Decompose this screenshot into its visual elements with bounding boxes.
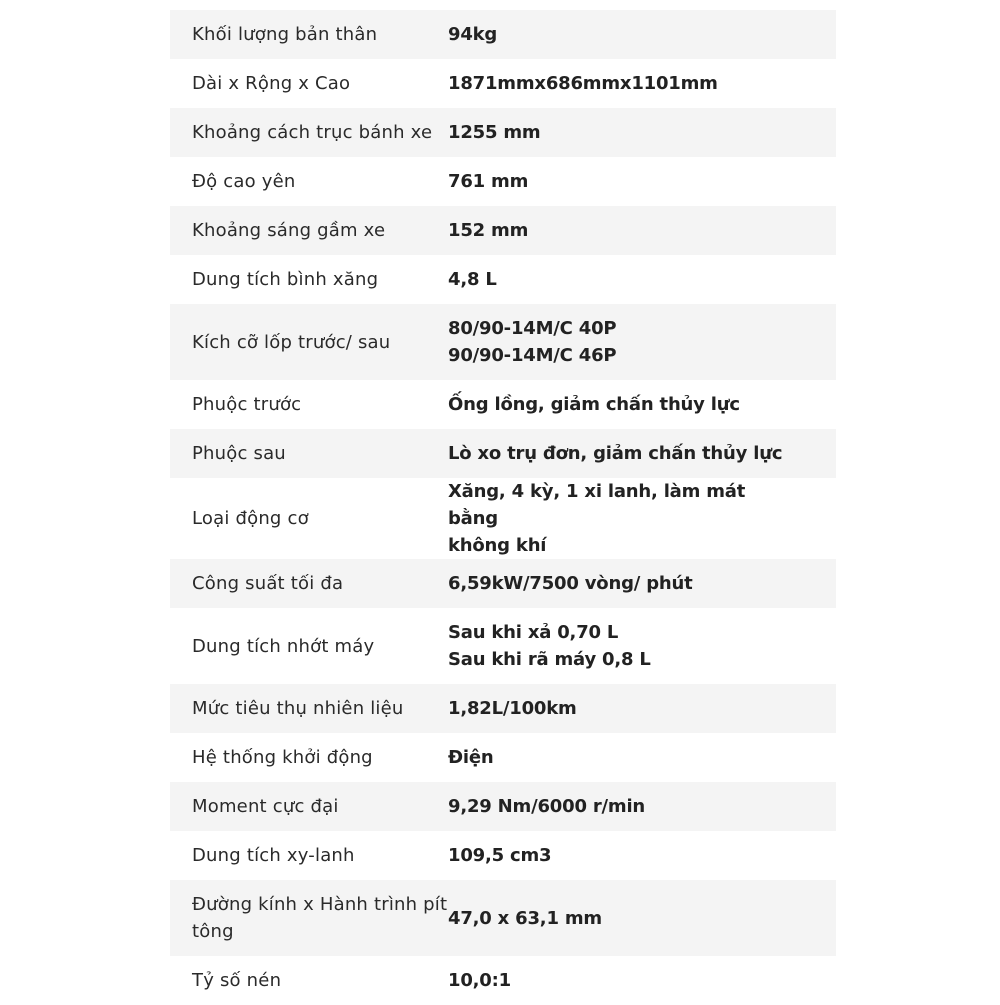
spec-value-line: Điện <box>448 747 494 768</box>
spec-row-weight <box>170 10 836 59</box>
spec-row-starter-system <box>170 733 836 782</box>
spec-value <box>448 619 836 673</box>
spec-value <box>448 168 836 195</box>
spec-value <box>448 217 836 244</box>
spec-row-fuel-consumption <box>170 684 836 733</box>
spec-value-line: 80/90-14M/C 40P <box>448 318 617 339</box>
spec-label: Khối lượng bản thân <box>192 24 378 45</box>
spec-value <box>448 70 836 97</box>
spec-value <box>448 842 836 869</box>
spec-row-wheelbase <box>170 108 836 157</box>
spec-label: Dung tích bình xăng <box>192 269 379 290</box>
spec-value <box>448 391 836 418</box>
spec-row-front-suspension <box>170 380 836 429</box>
spec-label: Hệ thống khởi động <box>192 747 373 768</box>
spec-value-line: Lò xo trụ đơn, giảm chấn thủy lực <box>448 443 783 464</box>
spec-row-seat-height <box>170 157 836 206</box>
spec-value <box>448 440 836 467</box>
spec-value <box>448 315 836 369</box>
spec-label: Đường kính x Hành trình pít tông <box>192 894 448 942</box>
spec-label: Phuộc trước <box>192 394 302 415</box>
spec-value <box>448 478 836 559</box>
spec-label: Mức tiêu thụ nhiên liệu <box>192 698 404 719</box>
spec-value-line: Sau khi xả 0,70 L <box>448 622 619 643</box>
spec-label: Công suất tối đa <box>192 573 344 594</box>
spec-value-line: 4,8 L <box>448 269 497 290</box>
spec-row-dimensions <box>170 59 836 108</box>
spec-value <box>448 967 836 994</box>
spec-value-line: Ống lồng, giảm chấn thủy lực <box>448 394 740 415</box>
spec-label: Tỷ số nén <box>192 970 282 991</box>
spec-label: Dung tích nhớt máy <box>192 635 375 657</box>
spec-label: Kích cỡ lốp trước/ sau <box>192 331 391 353</box>
spec-value-line: 9,29 Nm/6000 r/min <box>448 796 646 817</box>
spec-value-line: 10,0:1 <box>448 970 511 991</box>
spec-value-line: 761 mm <box>448 171 529 192</box>
spec-value-line: Sau khi rã máy 0,8 L <box>448 649 651 670</box>
spec-row-rear-suspension <box>170 429 836 478</box>
spec-value-line: 6,59kW/7500 vòng/ phút <box>448 573 693 594</box>
spec-row-bore-stroke <box>170 880 836 956</box>
spec-label: Dài x Rộng x Cao <box>192 73 351 94</box>
spec-label: Khoảng cách trục bánh xe <box>192 122 433 143</box>
spec-row-oil-capacity <box>170 608 836 684</box>
spec-row-displacement <box>170 831 836 880</box>
spec-row-tire-size <box>170 304 836 380</box>
spec-row-engine-type <box>170 478 836 559</box>
spec-value-line: 1255 mm <box>448 122 541 143</box>
spec-label: Khoảng sáng gầm xe <box>192 220 386 241</box>
spec-label: Dung tích xy-lanh <box>192 845 355 866</box>
spec-label: Độ cao yên <box>192 171 296 192</box>
spec-row-compression-ratio <box>170 956 836 1005</box>
spec-row-max-power <box>170 559 836 608</box>
spec-value <box>448 119 836 146</box>
spec-value-line: 47,0 x 63,1 mm <box>448 907 602 929</box>
spec-value <box>448 744 836 771</box>
spec-value-line: 94kg <box>448 24 498 45</box>
spec-value-line: 90/90-14M/C 46P <box>448 345 617 366</box>
spec-value-line: 1,82L/100km <box>448 698 577 719</box>
spec-value-line: không khí <box>448 535 547 556</box>
spec-label: Phuộc sau <box>192 443 286 464</box>
spec-value <box>448 21 836 48</box>
spec-value <box>448 570 836 597</box>
spec-value <box>448 793 836 820</box>
spec-label: Loại động cơ <box>192 508 309 529</box>
spec-value-line: Xăng, 4 kỳ, 1 xi lanh, làm mát bằng <box>448 481 746 529</box>
spec-value-line: 152 mm <box>448 220 529 241</box>
spec-label: Moment cực đại <box>192 796 339 817</box>
spec-row-max-torque <box>170 782 836 831</box>
spec-row-ground-clearance <box>170 206 836 255</box>
spec-value <box>448 905 836 932</box>
spec-value <box>448 695 836 722</box>
spec-table <box>170 10 836 1005</box>
spec-value-line: 1871mmx686mmx1101mm <box>448 73 718 94</box>
spec-row-fuel-tank <box>170 255 836 304</box>
spec-value <box>448 266 836 293</box>
spec-value-line: 109,5 cm3 <box>448 845 552 866</box>
